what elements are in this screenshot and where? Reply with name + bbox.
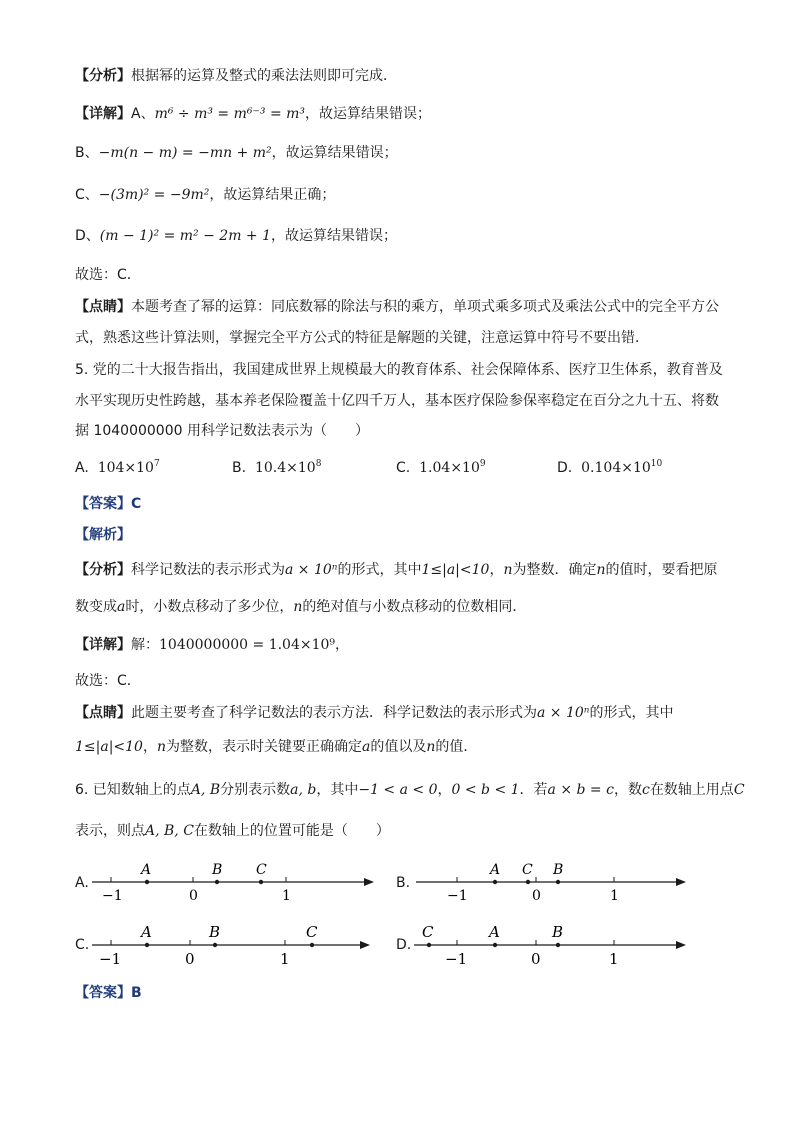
analysis-text: 根据幂的运算及整式的乘法法则即可完成． bbox=[131, 68, 397, 84]
q6-stem-2 bbox=[75, 821, 390, 841]
q5-option-a bbox=[75, 458, 160, 478]
point-b bbox=[556, 943, 560, 947]
point-c-label: C bbox=[256, 862, 267, 878]
point-a bbox=[145, 880, 149, 884]
math: 1≤|a|<10 bbox=[421, 562, 490, 578]
point-c bbox=[259, 880, 263, 884]
q5-stem-1: 5. 党的二十大报告指出，我国建成世界上规模最大的教育体系、社会保障体系、医疗卫生体系，教育普及 bbox=[75, 362, 723, 378]
math: C bbox=[733, 782, 745, 798]
option-exponent: 9 bbox=[479, 459, 486, 469]
text: ， bbox=[335, 637, 350, 653]
text: 的值时，要看把原 bbox=[605, 562, 718, 578]
point-a bbox=[493, 943, 497, 947]
q4-choice: 故选：C． bbox=[75, 267, 141, 283]
arrow-icon bbox=[364, 878, 374, 886]
comment-label: 【点睛】 bbox=[75, 705, 131, 721]
math: a × 10ⁿ bbox=[285, 562, 338, 578]
option-label: D. bbox=[557, 460, 573, 476]
q5-stem-2: 水平实现历史性跨越，基本养老保险覆盖十亿四千万人，基本医疗保险参保率稳定在百分之九十五、将数 bbox=[75, 393, 719, 409]
tick-label: −1 bbox=[445, 950, 468, 968]
detail-d-math: (m − 1)² = m² − 2m + 1 bbox=[99, 228, 272, 244]
q4-detail-d bbox=[75, 226, 397, 246]
tick-label: 1 bbox=[280, 950, 290, 968]
option-base: 1.04×10 bbox=[419, 460, 480, 476]
option-label: C. bbox=[396, 460, 411, 476]
detail-d-prefix: D、 bbox=[75, 228, 100, 244]
tick-label: −1 bbox=[102, 888, 123, 904]
math: a × b = c bbox=[547, 782, 614, 798]
q4-comment-2: 式，熟悉这些计算法则，掌握完全平方公式的特征是解题的关键，注意运算中符号不要出错． bbox=[75, 330, 649, 346]
number-line-b bbox=[412, 855, 692, 905]
q5-comment-1 bbox=[75, 703, 673, 723]
tick-label: 0 bbox=[532, 888, 541, 904]
point-b bbox=[213, 943, 217, 947]
text: 科学记数法的表示形式为 bbox=[131, 562, 285, 578]
point-c-label: C bbox=[422, 923, 434, 941]
q5-answer: 【答案】C bbox=[75, 496, 142, 512]
point-c bbox=[427, 943, 431, 947]
math: a bbox=[362, 739, 371, 755]
text: 分别表示数 bbox=[220, 782, 291, 798]
text: 为整数，表示时关键要正确确定 bbox=[166, 739, 362, 755]
tick-label: 0 bbox=[185, 950, 195, 968]
comment-text-1: 本题考查了幂的运算：同底数幂的除法与积的乘方，单项式乘多项式及乘法公式中的完全平方公 bbox=[131, 299, 719, 315]
q5-option-c bbox=[396, 458, 486, 478]
math: a bbox=[117, 599, 126, 615]
math: n bbox=[293, 599, 303, 615]
math: 1040000000 = 1.04×10⁹ bbox=[159, 637, 336, 653]
q5-detail bbox=[75, 635, 349, 655]
text: 在数轴上的位置可能是（ ） bbox=[193, 823, 390, 839]
text: 此题主要考查了科学记数法的表示方法．科学记数法的表示形式为 bbox=[131, 705, 537, 721]
q6-option-a-label: A. bbox=[75, 875, 89, 891]
text: 解： bbox=[131, 637, 159, 653]
text: ， bbox=[489, 562, 504, 578]
math: n bbox=[596, 562, 606, 578]
tick-label: −1 bbox=[447, 888, 468, 904]
math: 0 < b < 1 bbox=[451, 782, 520, 798]
text: 为整数．确定 bbox=[512, 562, 597, 578]
text: 的值． bbox=[435, 739, 478, 755]
option-exponent: 10 bbox=[650, 459, 663, 469]
math: n bbox=[503, 562, 513, 578]
detail-b-math: −m(n − m) = −mn + m² bbox=[98, 145, 272, 161]
number-line-c bbox=[90, 918, 380, 968]
option-base: 104×10 bbox=[97, 460, 154, 476]
q5-analysis-2 bbox=[75, 597, 526, 617]
analysis-label: 【分析】 bbox=[75, 562, 131, 578]
detail-label: 【详解】 bbox=[75, 106, 131, 122]
math: a, b bbox=[290, 782, 317, 798]
arrow-icon bbox=[360, 941, 370, 949]
point-b-label: B bbox=[553, 862, 564, 878]
point-c bbox=[310, 943, 314, 947]
q5-stem-3: 据 1040000000 用科学记数法表示为（ ） bbox=[75, 423, 369, 439]
detail-c-math: −(3m)² = −9m² bbox=[98, 187, 210, 203]
number-line-d bbox=[412, 918, 692, 968]
text: 的形式，其中 bbox=[337, 562, 422, 578]
q6-answer: 【答案】B bbox=[75, 985, 142, 1001]
text: 的绝对值与小数点移动的位数相同． bbox=[302, 599, 527, 615]
math: 1≤|a|<10 bbox=[75, 739, 143, 755]
q6-stem-1 bbox=[75, 780, 745, 800]
analysis-label: 【分析】 bbox=[75, 68, 131, 84]
math: −1 < a < 0 bbox=[358, 782, 438, 798]
math: a × 10ⁿ bbox=[537, 705, 590, 721]
point-c bbox=[526, 880, 530, 884]
text: 在数轴上用点 bbox=[649, 782, 734, 798]
q5-explain-label: 【解析】 bbox=[75, 527, 131, 543]
text: ，数 bbox=[613, 782, 642, 798]
option-label: B. bbox=[232, 460, 247, 476]
tick-label: 0 bbox=[189, 888, 198, 904]
q5-comment-2 bbox=[75, 737, 477, 757]
point-a-label: A bbox=[490, 862, 501, 878]
text: ， bbox=[142, 739, 157, 755]
detail-b-suffix: ，故运算结果错误； bbox=[271, 145, 398, 161]
q5-option-b bbox=[232, 458, 321, 478]
point-b bbox=[556, 880, 560, 884]
point-a-label: A bbox=[489, 923, 500, 941]
point-b bbox=[215, 880, 219, 884]
tick-label: 1 bbox=[610, 888, 619, 904]
q6-option-d-label: D. bbox=[396, 937, 412, 953]
detail-c-suffix: ，故运算结果正确； bbox=[209, 187, 336, 203]
q4-detail-a bbox=[75, 104, 431, 124]
text: 的形式，其中 bbox=[589, 705, 674, 721]
point-b-label: B bbox=[209, 923, 221, 941]
point-a-label: A bbox=[141, 862, 152, 878]
q4-detail-b bbox=[75, 143, 398, 163]
math: n bbox=[426, 739, 436, 755]
math: A, B bbox=[190, 782, 221, 798]
text: ， bbox=[437, 782, 452, 798]
text: 的值以及 bbox=[370, 739, 427, 755]
point-a bbox=[145, 943, 149, 947]
detail-c-prefix: C、 bbox=[75, 187, 99, 203]
q4-detail-c bbox=[75, 185, 335, 205]
text: 6. 已知数轴上的点 bbox=[75, 782, 191, 798]
tick-label: −1 bbox=[99, 950, 122, 968]
text: 表示，则点 bbox=[75, 823, 145, 839]
point-a-label: A bbox=[141, 923, 152, 941]
option-base: 0.104×10 bbox=[581, 460, 651, 476]
option-base: 10.4×10 bbox=[254, 460, 316, 476]
number-line-a bbox=[90, 855, 380, 905]
text: ，其中 bbox=[316, 782, 359, 798]
option-exponent: 7 bbox=[153, 459, 160, 469]
option-exponent: 8 bbox=[315, 459, 322, 469]
tick-label: 1 bbox=[609, 950, 619, 968]
point-a bbox=[493, 880, 497, 884]
q4-comment-1 bbox=[75, 297, 719, 317]
point-c-label: C bbox=[306, 923, 318, 941]
detail-d-suffix: ，故运算结果错误； bbox=[271, 228, 398, 244]
comment-label: 【点睛】 bbox=[75, 299, 131, 315]
tick-label: 1 bbox=[282, 888, 291, 904]
q5-analysis-1 bbox=[75, 560, 718, 580]
detail-a-prefix: A、 bbox=[131, 106, 155, 122]
tick-label: 0 bbox=[531, 950, 541, 968]
detail-b-prefix: B、 bbox=[75, 145, 99, 161]
option-label: A. bbox=[75, 460, 89, 476]
math: n bbox=[156, 739, 166, 755]
text: 数变成 bbox=[75, 599, 117, 615]
q6-option-b-label: B. bbox=[396, 875, 411, 891]
text: 时，小数点移动了多少位， bbox=[125, 599, 294, 615]
math: c bbox=[641, 782, 650, 798]
math: A, B, C bbox=[145, 823, 194, 839]
detail-a-math: m⁶ ÷ m³ = m⁶⁻³ = m³ bbox=[154, 106, 306, 122]
arrow-icon bbox=[676, 941, 686, 949]
q5-choice: 故选：C． bbox=[75, 673, 141, 689]
q6-option-c-label: C. bbox=[75, 937, 90, 953]
text: ．若 bbox=[519, 782, 548, 798]
point-c-label: C bbox=[522, 862, 533, 878]
detail-a-suffix: ，故运算结果错误； bbox=[305, 106, 432, 122]
detail-label: 【详解】 bbox=[75, 637, 131, 653]
point-b-label: B bbox=[552, 923, 564, 941]
arrow-icon bbox=[676, 878, 686, 886]
q5-option-d bbox=[557, 458, 662, 478]
q4-analysis bbox=[75, 66, 397, 86]
point-b-label: B bbox=[212, 862, 223, 878]
